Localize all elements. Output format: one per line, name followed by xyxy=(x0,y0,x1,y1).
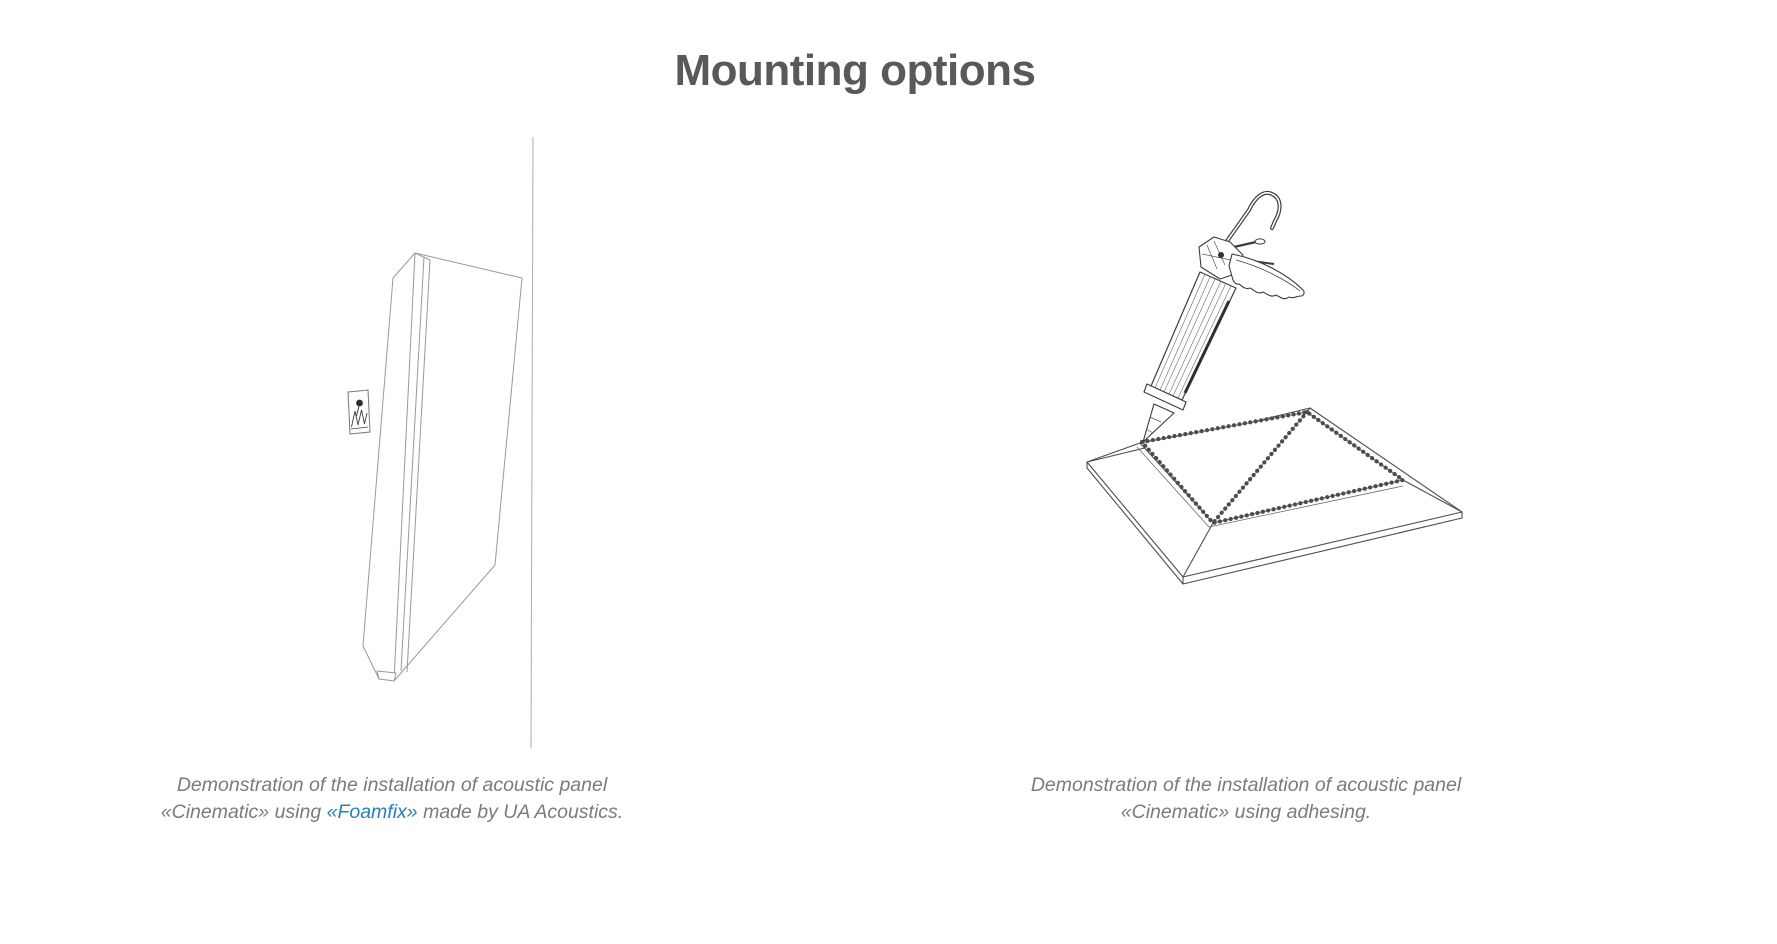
foamfix-link[interactable]: «Foamfix» xyxy=(326,801,418,823)
foamfix-fastener-icon xyxy=(348,390,370,434)
caption-foamfix xyxy=(137,772,647,826)
caption-adhesive-text: Demonstration of the installation of acoustic panel «Cinematic» using adhesing. xyxy=(1030,774,1462,823)
panel-back-drawing xyxy=(1087,408,1462,584)
caption-adhesive xyxy=(991,772,1501,826)
wall-line xyxy=(531,137,533,748)
adhesive-mount-illustration xyxy=(1050,150,1510,630)
page-title: Mounting options xyxy=(674,46,1036,95)
caption-foamfix-suffix: made by UA Acoustics. xyxy=(417,801,624,823)
wall-mount-illustration xyxy=(320,120,560,770)
caption-foamfix-prefix: Demonstration of the installation of acoustic panel «Cinematic» using xyxy=(160,774,608,823)
caulk-gun-drawing xyxy=(1143,193,1304,442)
acoustic-panel-drawing xyxy=(363,253,522,681)
